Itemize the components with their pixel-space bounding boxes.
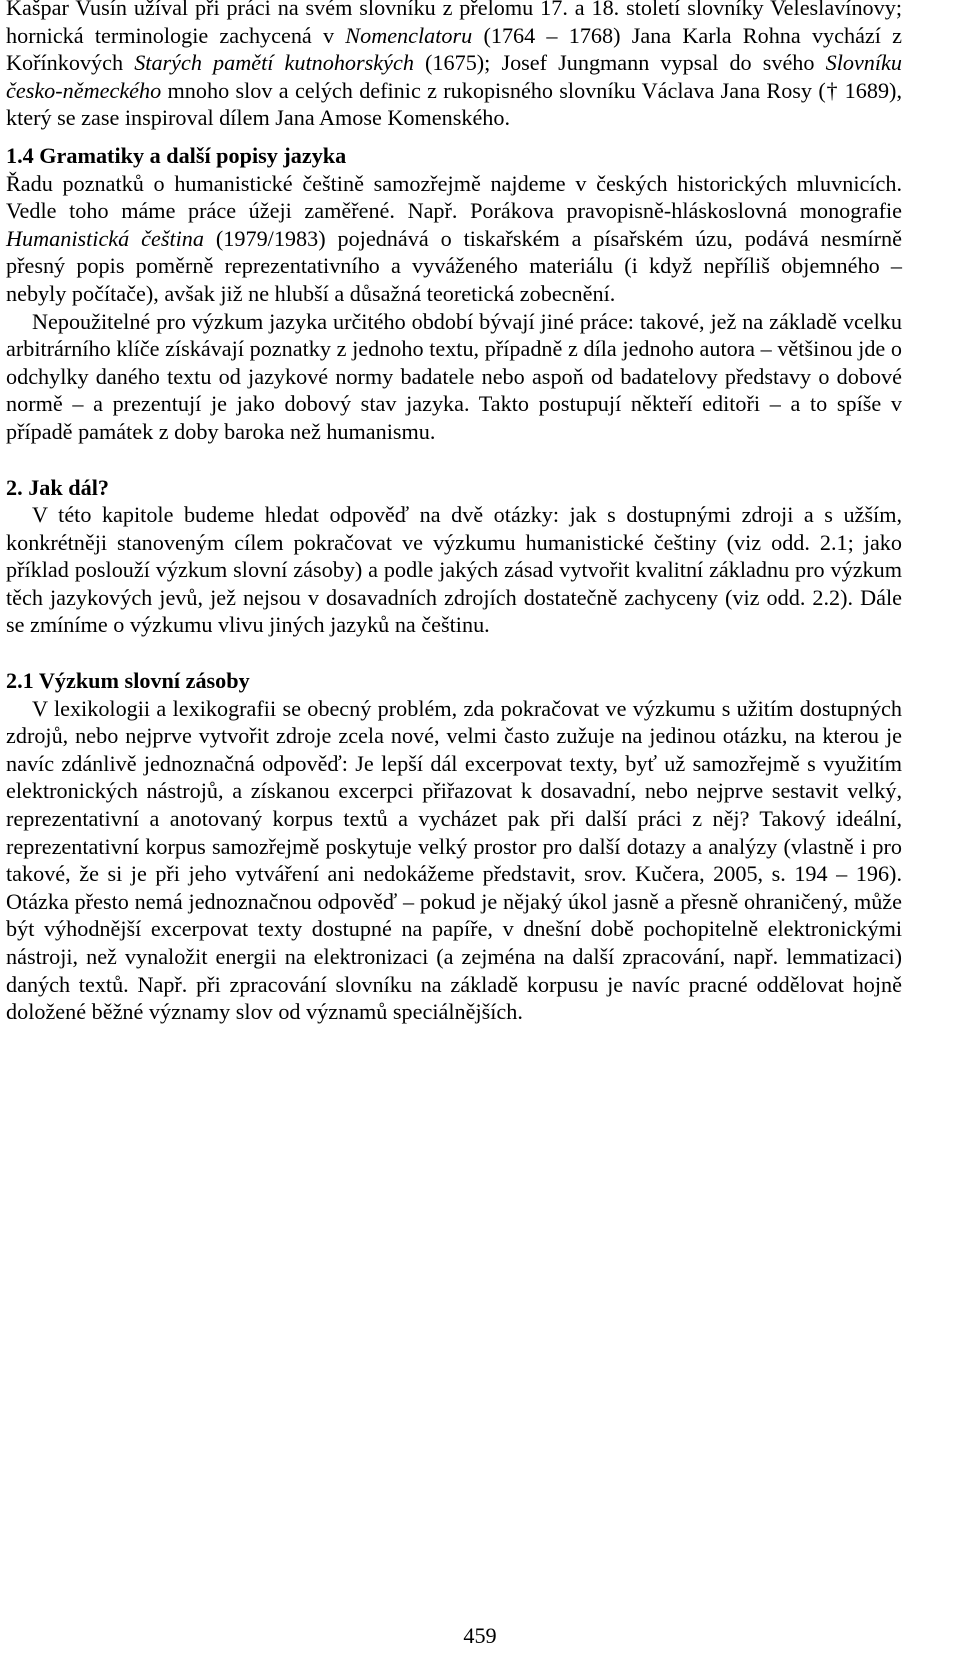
text-run: mnoho slov a celých definic z rukopisného slovníku Václava Jana Rosy († 1689), který se zase inspiroval dílem Jana Amose Komenského. xyxy=(6,77,902,131)
text-run: Řadu poznatků o humanistické češtině samozřejmě najdeme v českých historických mluvnicích. Vedle toho máme práce úžeji zaměřené. Např. Porákova pravopisně-hláskoslovná monografie xyxy=(6,170,902,224)
intro-paragraph xyxy=(6,0,902,132)
text-run: (1979/1983) pojednává o tiskařském a písařském úzu, podává nesmírně přesný popis poměrně reprezentativního a vyváženého materiálu (i když nepříliš objemného – nebyly počítače), avšak již ne hlubší a důsažná teoretická zobecnění. xyxy=(6,225,902,306)
text-run: (1675); Josef Jungmann vypsal do svého xyxy=(413,50,826,76)
section-heading-1-4: 1.4 Gramatiky a další popisy jazyka xyxy=(6,142,347,168)
title-nomenclator: Nomenclatoru xyxy=(345,22,473,48)
sec14-paragraph-2: Nepoužitelné pro výzkum jazyka určitého období bývají jiné práce: takové, jež na základě vcelku arbitrárního klíče získávají poznatky z jednoho textu, případně z díla jednoho autora – většinou jde o odchylky daného textu od jazykové normy badatele nebo aspoň od badatelovy představy o dobové normě – a prezentují je jako dobový stav jazyka. Takto postupují někteří editoři – a to spíše v případě památek z doby baroka než humanismu. xyxy=(6,308,902,444)
sec2-paragraph-1: V této kapitole budeme hledat odpověď na dvě otázky: jak s dostupnými zdroji a s užším, konkrétněji stanoveným cílem pokračovat ve výzkumu humanistické češtiny (viz odd. 2.1; jako příklad poslouží výzkum slovní zásoby) a podle jakých zásad vytvořit kvalitní základnu pro výzkum těch jazykových jevů, jež nejsou v dosavadních zdrojích dostatečně zachyceny (viz odd. 2.2). Dále se zmíníme o výzkumu vlivu jiných jazyků na češtinu. xyxy=(6,502,902,638)
sec14-paragraph-1 xyxy=(6,170,902,308)
text-run: (1764 – 1768) Jana Karla Rohna vychází z Kořínkových xyxy=(6,22,902,76)
title-stare-pameti: Starých pamětí kutnohorských xyxy=(134,50,414,76)
page-number: 459 xyxy=(463,1623,497,1648)
title-slovnik: Slovníku česko-německého xyxy=(6,50,902,103)
section-heading-2-1: 2.1 Výzkum slovní zásoby xyxy=(6,668,250,694)
section-heading-2: 2. Jak dál? xyxy=(6,474,109,500)
title-humanisticka-cestina: Humanistická čeština xyxy=(6,225,204,251)
sec21-paragraph-1: V lexikologii a lexikografii se obecný problém, zda pokračovat ve výzkumu s užitím dostupných zdrojů, nebo nejprve vytvořit zdroje zcela nové, velmi často zužuje na jedinou otázku, na kterou je navíc zdánlivě jednoznačná odpověď: Je lepší dál excerpovat texty, byť už samozřejmě s využitím elektronických nástrojů, a získanou excerpci přiřazovat k dosavadní, nebo nejprve sestavit velký, reprezentativní a anotovaný korpus textů a vycházet pak při další práci z něj? Takový ideální, reprezentativní korpus samozřejmě poskytuje velký prostor pro další dotazy a analýzy (vlastně i pro takové, že si je při jeho vytváření ani nedokážeme představit, srov. Kučera, 2005, s. 194 – 196). Otázka přesto nemá jednoznačnou odpověď – pokud je nějaký úkol jasně a přesně ohraničený, může být výhodnější excerpovat texty dostupné na papíře, v dnešní době pochopitelně elektronickými nástroji, než vynaložit energii na elektronizaci (a zejména na další zpracování, např. lemmatizaci) daných textů. Např. při zpracování slovníku na základě korpusu je navíc pracné oddělovat hojně doložené běžné významy slov od významů speciálnějších. xyxy=(6,695,902,1025)
text-run: Kašpar Vusín užíval při práci na svém slovníku z přelomu 17. a 18. století slovníky Veleslavínovy; hornická terminologie zachycená v xyxy=(6,0,902,48)
page-body xyxy=(6,0,902,1026)
